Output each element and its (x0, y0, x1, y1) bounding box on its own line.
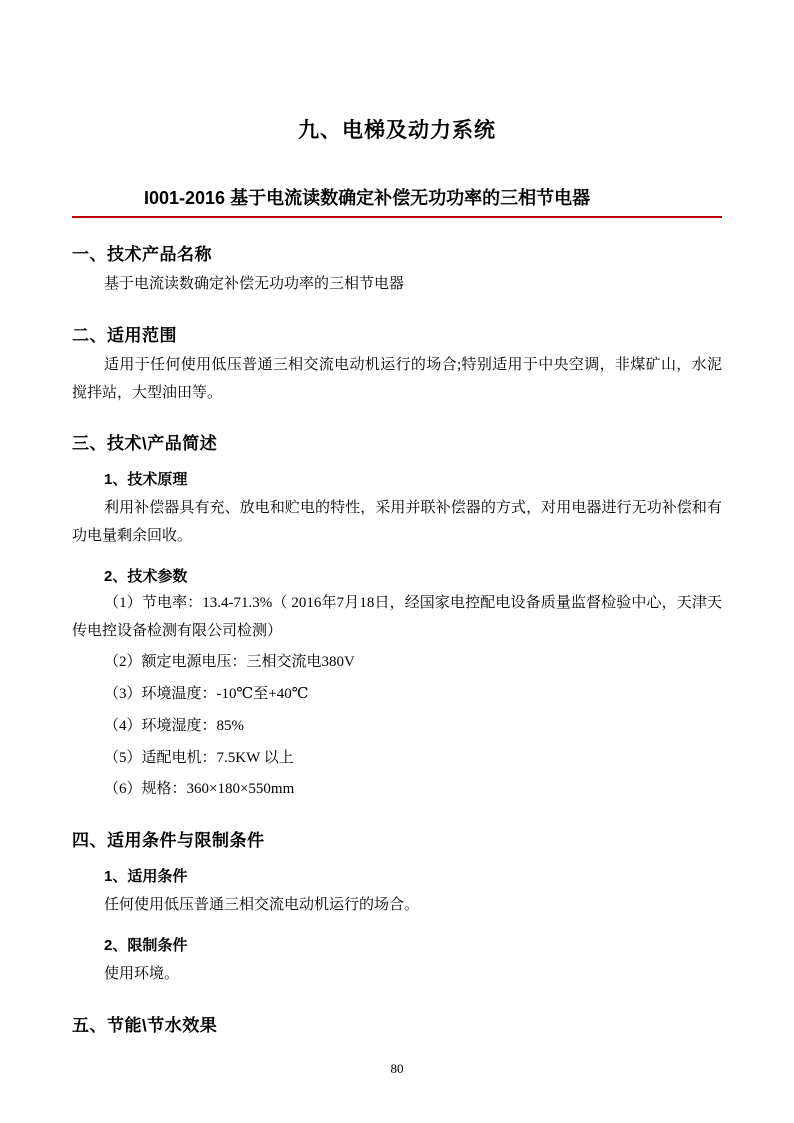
section-heading-5: 五、节能\节水效果 (72, 1015, 218, 1035)
subsection-heading-4-2: 2、限制条件 (104, 936, 188, 954)
subsection-3-1-paragraph-1: 利用补偿器具有充、放电和贮电的特性，采用并联补偿器的方式，对用电器进行无功补偿和有功电量剩余回收。 (72, 500, 722, 544)
subsection-4-1-paragraph-1: 任何使用低压普通三相交流电动机运行的场合。 (104, 897, 420, 913)
param-item-3: （3）环境温度：-10℃至+40℃ (104, 686, 309, 702)
page-number: 80 (390, 1061, 404, 1076)
section-1-paragraph-1: 基于电流读数确定补偿无功功率的三相节电器 (104, 276, 405, 292)
subsection-heading-3-2: 2、技术参数 (104, 567, 188, 585)
technology-code-heading: I001-2016 基于电流读数确定补偿无功功率的三相节电器 (72, 184, 722, 218)
subsection-4-2-paragraph-1: 使用环境。 (104, 965, 180, 982)
param-item-4: （4）环境湿度：85% (104, 717, 244, 734)
param-item-2: （2）额定电源电压：三相交流电380V (104, 654, 355, 671)
param-item-6: （6）规格：360×180×550mm (104, 781, 295, 798)
section-heading-3: 三、技术\产品简述 (72, 434, 218, 454)
section-heading-4: 四、适用条件与限制条件 (72, 831, 265, 850)
subsection-heading-3-1: 1、技术原理 (104, 471, 188, 489)
section-2-paragraph-1: 适用于任何使用低压普通三相交流电动机运行的场合;特别适用于中央空调，非煤矿山，水泥搅拌站，大型油田等。 (72, 356, 722, 401)
section-heading-1: 一、技术产品名称 (72, 245, 212, 264)
param-item-5: （5）适配电机：7.5KW 以上 (104, 749, 294, 766)
param-item-1: （1）节电率：13.4-71.3%（ 2016年7月18日，经国家电控配电设备质量监督检验中心，天津天传电控设备检测有限公司检测） (72, 594, 722, 639)
subsection-heading-4-1: 1、适用条件 (104, 868, 188, 885)
section-heading-2: 二、适用范围 (72, 325, 177, 345)
page-title: 九、电梯及动力系统 (298, 119, 496, 142)
